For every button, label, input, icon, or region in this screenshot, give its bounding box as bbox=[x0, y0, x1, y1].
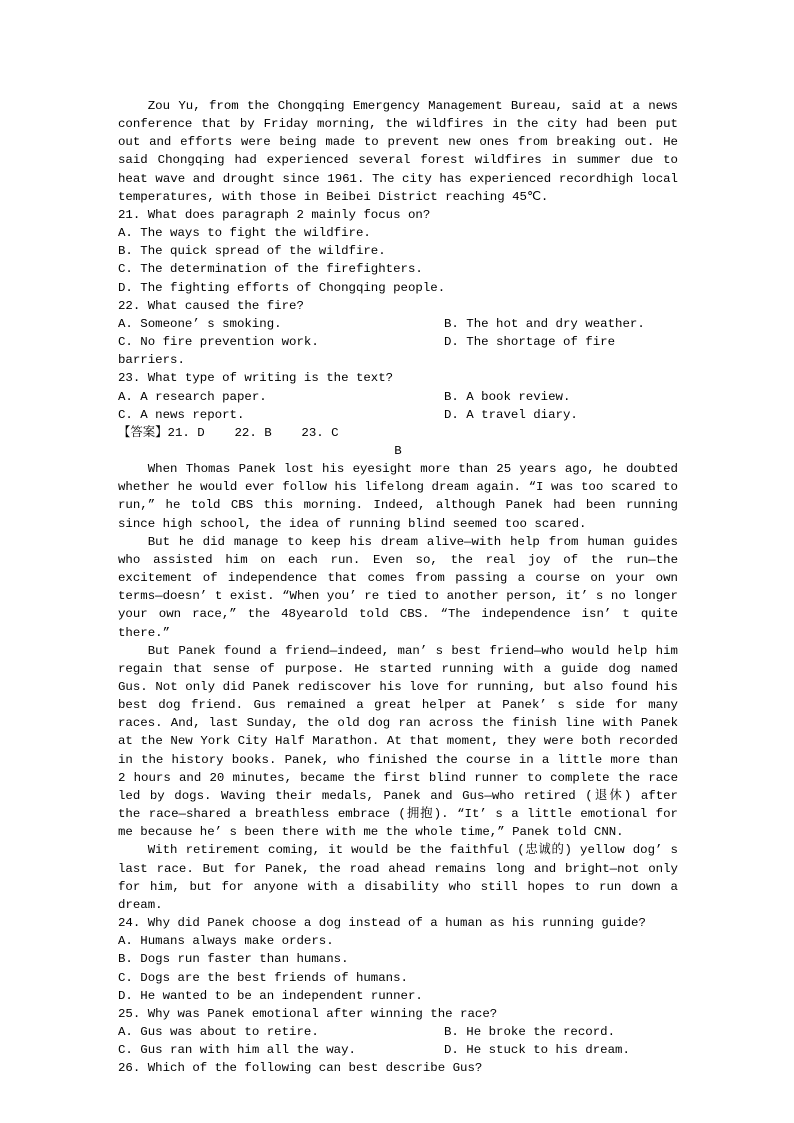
option-right: B. A book review. bbox=[444, 389, 571, 404]
paragraph: But he did manage to keep his dream alive—with help from human guides who assisted him on each run. Even so, the real joy of the run—the excitement of independence that comes from passing a course on your own terms—doesn’ t exist. “When you’ re tied to another person, it’ s no longer your own race,” the 48yearold told CBS. “The independence isn’ t quite there.” bbox=[118, 534, 678, 640]
paragraph: Zou Yu, from the Chongqing Emergency Management Bureau, said at a news conference that by Friday morning, the wildfires in the city had been put out and efforts were being made to prevent new ones from breaking out. He said Chongqing had experienced several forest wildfires in summer due to heat wave and drought since 1961. The city has experienced recordhigh local temperatures, with those in Beibei District reaching 45℃. bbox=[118, 99, 678, 204]
document-content bbox=[118, 97, 678, 1077]
text-line: C. The determination of the firefighters. bbox=[118, 262, 423, 277]
option-left: A. A research paper. bbox=[118, 389, 267, 404]
option-right: D. A travel diary. bbox=[444, 407, 578, 422]
section-label: B bbox=[394, 443, 402, 458]
option-right: D. He stuck to his dream. bbox=[444, 1043, 630, 1058]
option-row bbox=[118, 406, 678, 424]
option-row bbox=[118, 1041, 678, 1059]
text-line: 24. Why did Panek choose a dog instead of a human as his running guide? bbox=[118, 916, 646, 931]
text-line: B. Dogs run faster than humans. bbox=[118, 952, 349, 967]
answer-line: 【答案】21. D 22. B 23. C bbox=[118, 425, 339, 440]
option-left: C. No fire prevention work. bbox=[118, 335, 319, 350]
paragraph: When Thomas Panek lost his eyesight more than 25 years ago, he doubted whether he would ever follow his lifelong dream again. “I was too scared to run,” he told CBS this morning. Indeed, although Panek had been running since high school, the idea of running blind seemed too scared. bbox=[118, 462, 678, 531]
option-right: B. He broke the record. bbox=[444, 1024, 616, 1039]
text-line: C. Dogs are the best friends of humans. bbox=[118, 970, 408, 985]
text-line: 21. What does paragraph 2 mainly focus on? bbox=[118, 207, 431, 222]
text-line: A. The ways to fight the wildfire. bbox=[118, 226, 371, 241]
option-row bbox=[118, 388, 678, 406]
text-line: 22. What caused the fire? bbox=[118, 298, 304, 313]
paragraph: But Panek found a friend—indeed, man’ s best friend—who would help him regain that sense of purpose. He started running with a guide dog named Gus. Not only did Panek rediscover his love for running, but also found his best dog friend. Gus remained a great helper at Panek’ s side for many races. And, last Sunday, the old dog ran across the finish line with Panek at the New York City Half Marathon. At that moment, they were both recorded in the history books. Panek, who finished the course in a little more than 2 hours and 20 minutes, became the first blind runner to complete the race led by dogs. Waving their medals, Panek and Gus—who retired (退休) after the race—shared a breathless embrace (拥抱). “It’ s a little emotional for me because he’ s been there with me the whole time,” Panek told CNN. bbox=[118, 643, 678, 840]
text-line: A. Humans always make orders. bbox=[118, 934, 334, 949]
option-left: A. Someone’ s smoking. bbox=[118, 316, 282, 331]
text-line: D. He wanted to be an independent runner. bbox=[118, 988, 423, 1003]
paragraph: With retirement coming, it would be the faithful (忠诚的) yellow dog’ s last race. But for Panek, the road ahead remains long and bright—not only for him, but for anyone with a disability who still hopes to run down a dream. bbox=[118, 843, 678, 912]
text-line: 23. What type of writing is the text? bbox=[118, 371, 394, 386]
option-left: A. Gus was about to retire. bbox=[118, 1024, 319, 1039]
text-line: 26. Which of the following can best describe Gus? bbox=[118, 1061, 483, 1076]
option-row bbox=[118, 1023, 678, 1041]
option-row bbox=[118, 333, 678, 369]
option-left: C. A news report. bbox=[118, 407, 245, 422]
text-line: B. The quick spread of the wildfire. bbox=[118, 244, 386, 259]
option-row bbox=[118, 315, 678, 333]
text-line: D. The fighting efforts of Chongqing people. bbox=[118, 280, 446, 295]
option-right: D. The shortage of fire barriers. bbox=[118, 335, 616, 368]
option-left: C. Gus ran with him all the way. bbox=[118, 1043, 356, 1058]
text-line: 25. Why was Panek emotional after winning the race? bbox=[118, 1006, 498, 1021]
option-right: B. The hot and dry weather. bbox=[444, 316, 645, 331]
